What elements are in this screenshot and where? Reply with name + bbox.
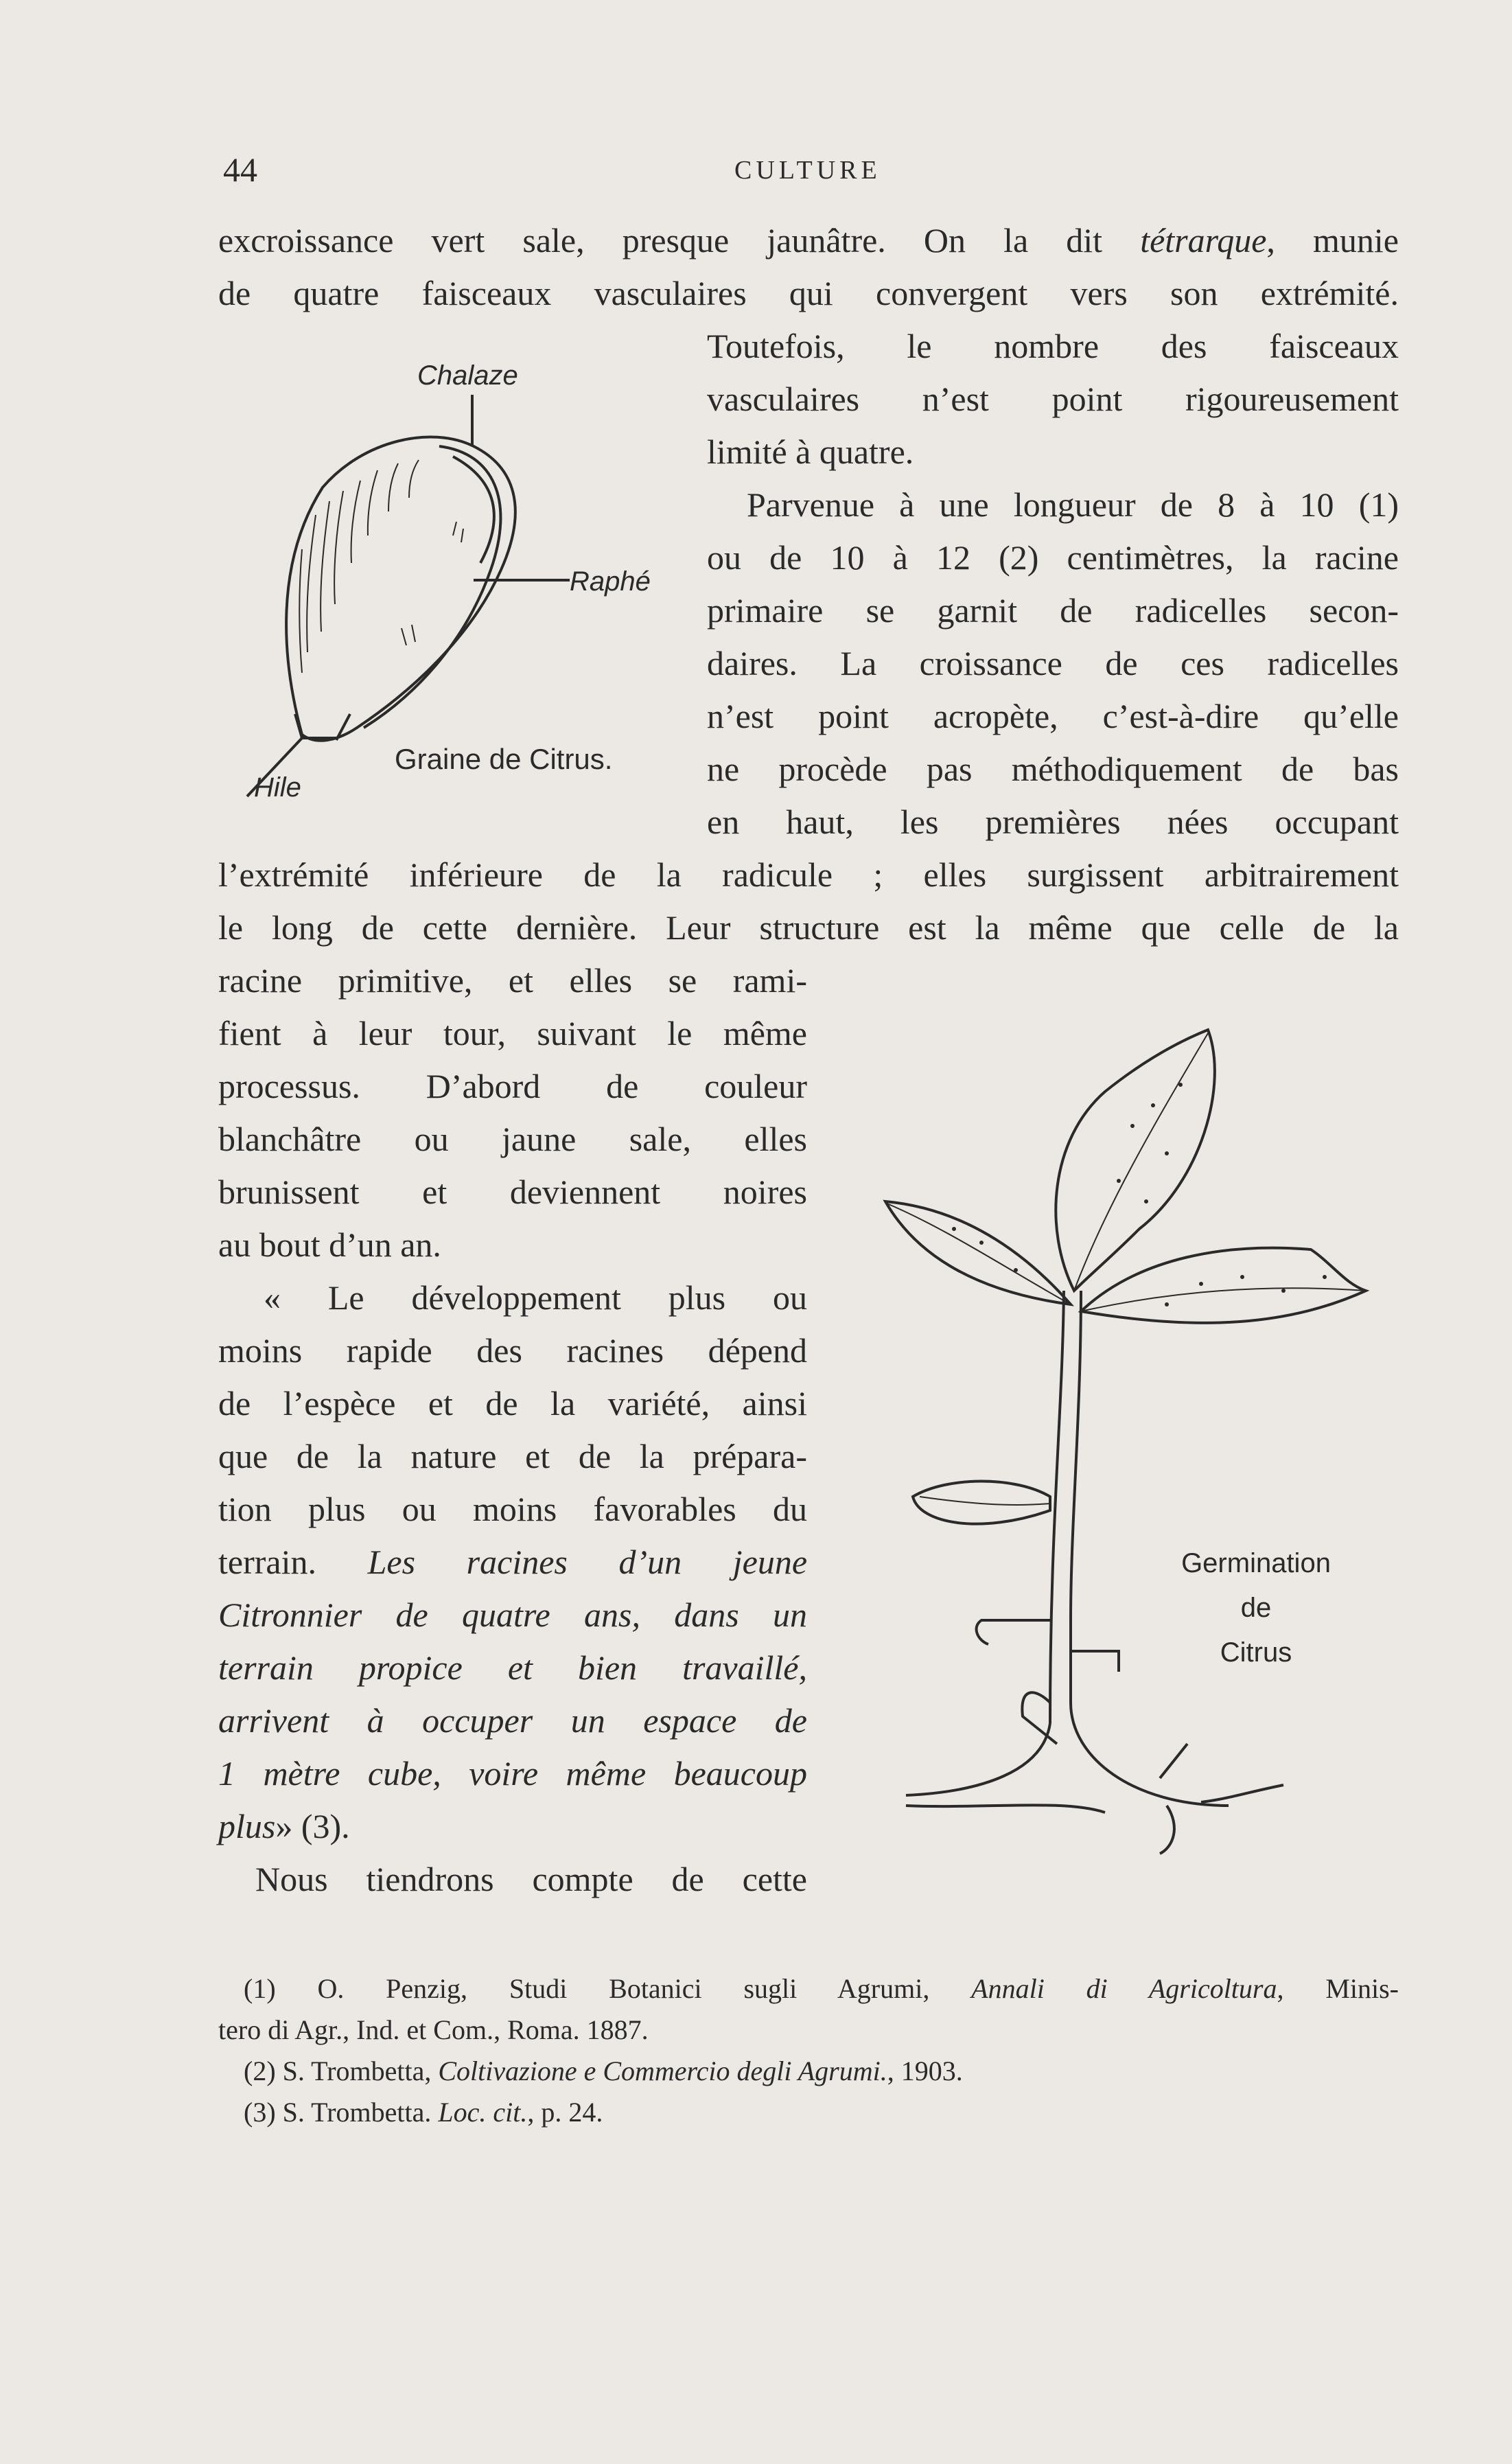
body-line-3: Toutefois, le nombre des faisceaux — [707, 327, 1399, 365]
body-line-18: blanchâtre ou jaune sale, elles — [218, 1120, 807, 1158]
body-line-2: de quatre faisceaux vasculaires qui convergent vers son extrémité. — [218, 274, 1399, 312]
body-line-10: n’est point acropète, c’est-à-dire qu’elle — [707, 697, 1399, 735]
body-line-17: processus. D’abord de couleur — [218, 1067, 807, 1105]
body-line-27: Citronnier de quatre ans, dans un — [218, 1596, 807, 1634]
body-line-16: fient à leur tour, suivant le même — [218, 1014, 807, 1052]
body-line-19: brunissent et deviennent noires — [218, 1173, 807, 1211]
body-line-14: le long de cette dernière. Leur structure est la même que celle de la — [218, 908, 1399, 947]
body-line-31: plus» (3). — [218, 1807, 350, 1845]
footnote-3: (3) S. Trombetta. Loc. cit., p. 24. — [244, 2097, 603, 2128]
body-line-8: primaire se garnit de radicelles secon- — [707, 591, 1399, 630]
body-line-5: limité à quatre. — [707, 433, 914, 471]
body-line-23: de l’espèce et de la variété, ainsi — [218, 1384, 807, 1423]
body-line-1: excroissance vert sale, presque jaunâtre. On la dit tétrarque, munie — [218, 221, 1399, 260]
germination-caption-3: Citrus — [1220, 1637, 1292, 1668]
page-number: 44 — [223, 150, 257, 189]
footnote-2: (2) S. Trombetta, Coltivazione e Commercio degli Agrumi., 1903. — [244, 2056, 963, 2086]
body-line-20: au bout d’un an. — [218, 1225, 441, 1264]
germination-figure — [844, 1002, 1407, 1915]
body-line-7: ou de 10 à 12 (2) centimètres, la racine — [707, 538, 1399, 577]
seed-caption: Graine de Citrus. — [395, 743, 613, 775]
germination-caption-2: de — [1240, 1593, 1272, 1623]
label-raphe: Raphé — [570, 566, 651, 597]
body-line-30: 1 mètre cube, voire même beaucoup — [218, 1754, 807, 1793]
seed-figure — [226, 343, 693, 824]
body-line-9: daires. La croissance de ces radicelles — [707, 644, 1399, 682]
body-line-25: tion plus ou moins favorables du — [218, 1490, 807, 1528]
body-line-6: Parvenue à une longueur de 8 à 10 (1) — [747, 485, 1399, 524]
label-hile: Hile — [254, 772, 301, 803]
running-title: CULTURE — [734, 156, 881, 185]
body-line-12: en haut, les premières nées occupant — [707, 803, 1399, 841]
germination-caption-1: Germination — [1181, 1548, 1331, 1578]
body-line-15: racine primitive, et elles se rami- — [218, 961, 807, 1000]
body-line-24: que de la nature et de la prépara- — [218, 1437, 807, 1475]
body-line-11: ne procède pas méthodiquement de bas — [707, 750, 1399, 788]
footnote-1: (1) O. Penzig, Studi Botanici sugli Agrumi, Annali di Agricoltura, Minis- — [244, 1973, 1399, 2004]
label-chalaze: Chalaze — [417, 360, 518, 391]
body-line-28: terrain propice et bien travaillé, — [218, 1648, 807, 1687]
body-line-22: moins rapide des racines dépend — [218, 1331, 807, 1370]
body-line-26: terrain. Les racines d’un jeune — [218, 1543, 808, 1581]
body-line-4: vasculaires n’est point rigoureusement — [707, 380, 1399, 418]
body-line-29: arrivent à occuper un espace de — [218, 1701, 807, 1740]
body-line-32: Nous tiendrons compte de cette — [255, 1860, 807, 1898]
body-line-13: l’extrémité inférieure de la radicule ; elles surgissent arbitrairement — [218, 855, 1399, 894]
footnote-1-cont: tero di Agr., Ind. et Com., Roma. 1887. — [218, 2014, 649, 2045]
body-line-21: « Le développement plus ou — [264, 1278, 807, 1317]
